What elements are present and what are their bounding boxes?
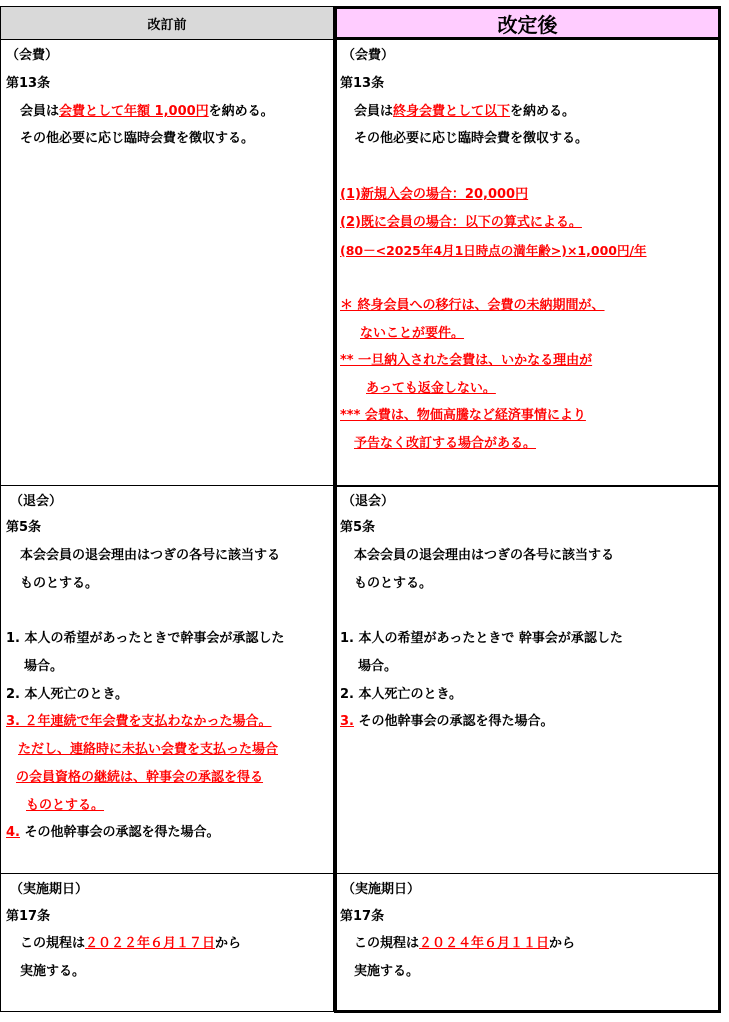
withdraw-after-section: （退会） <box>342 494 395 509</box>
fee-after-note1b: ないことが要件。 <box>360 326 465 341</box>
fee-after-line1-red: 終身会費として以下 <box>393 104 511 119</box>
withdraw-after-intro2: ものとする。 <box>354 576 433 591</box>
withdraw-before-item3d: ものとする。 <box>26 798 105 813</box>
withdraw-before-intro2: ものとする。 <box>20 576 99 591</box>
fee-after-rule3: (80－<2025年4月1日時点の満年齢>)×1,000円/年 <box>340 243 647 258</box>
withdraw-after-item3-num: 3. <box>340 714 354 729</box>
effective-after-date: ２０２４年６月１１日 <box>419 936 550 951</box>
header-before-label: 改訂前 <box>147 17 187 33</box>
withdraw-after-item1b: 場合。 <box>358 659 398 674</box>
fee-after-section: （会費） <box>342 48 395 63</box>
fee-after-rule2: (2)既に会員の場合：以下の算式による。 <box>340 215 582 230</box>
effective-after-line1 <box>354 936 575 952</box>
withdraw-before-item4-num: 4. <box>6 825 20 840</box>
fee-after-article: 第13条 <box>340 76 385 91</box>
withdraw-after-item3-text: その他幹事会の承認を得た場合。 <box>353 714 554 729</box>
effective-before-article: 第17条 <box>6 909 51 924</box>
withdraw-before-item3b: ただし、連絡時に未払い会費を支払った場合 <box>18 742 279 757</box>
effective-after-line1-b: から <box>549 936 576 951</box>
effective-before-line1 <box>20 936 241 952</box>
fee-before-section: （会費） <box>6 48 59 63</box>
effective-after-line2: 実施する。 <box>354 964 420 979</box>
effective-before-line1-b: から <box>215 936 242 951</box>
fee-after-line1-a: 会員は <box>354 104 394 119</box>
withdraw-after-cell <box>334 486 721 874</box>
withdraw-before-section: （退会） <box>10 494 63 509</box>
fee-after-note2a: ** 一旦納入された会費は、いかなる理由が <box>340 353 593 368</box>
withdraw-before-item2: 2. 本人死亡のとき。 <box>6 687 128 702</box>
withdraw-before-intro1: 本会会員の退会理由はつぎの各号に該当する <box>20 548 281 563</box>
withdraw-after-intro1: 本会会員の退会理由はつぎの各号に該当する <box>354 548 615 563</box>
effective-before-section: （実施期日） <box>10 882 89 897</box>
fee-after-note3b: 予告なく改訂する場合がある。 <box>354 436 537 451</box>
fee-after-line2: その他必要に応じ臨時会費を徴収する。 <box>354 131 589 146</box>
withdraw-after-item1a: 1. 本人の希望があったときで 幹事会が承認した <box>340 631 623 646</box>
effective-after-line1-a: この規程は <box>354 936 420 951</box>
withdraw-before-item3c: の会員資格の継続は、幹事会の承認を得る <box>16 770 264 785</box>
fee-after-rule1: (1)新規入会の場合：20,000円 <box>340 187 529 202</box>
effective-before-line1-a: この規程は <box>20 936 86 951</box>
withdraw-before-article: 第5条 <box>6 520 42 535</box>
fee-after-note3a: *** 会費は、物価高騰など経済事情により <box>340 408 586 423</box>
fee-before-line2: その他必要に応じ臨時会費を徴収する。 <box>20 131 255 146</box>
effective-after-section: （実施期日） <box>342 882 421 897</box>
fee-before-article: 第13条 <box>6 76 51 91</box>
withdraw-before-cell <box>0 486 334 874</box>
fee-after-line1-b: を納める。 <box>510 104 576 119</box>
withdraw-after-item3 <box>340 714 554 730</box>
withdraw-before-item1b: 場合。 <box>24 659 64 674</box>
withdraw-after-item2: 2. 本人死亡のとき。 <box>340 687 462 702</box>
effective-after-article: 第17条 <box>340 909 385 924</box>
fee-after-line1 <box>354 104 575 120</box>
table-bottom-border <box>334 1010 721 1013</box>
withdraw-before-item3: 3. ２年連続で年会費を支払わなかった場合。 <box>6 714 272 729</box>
effective-before-date: ２０２２年６月１７日 <box>85 936 216 951</box>
fee-before-line1 <box>20 104 274 120</box>
withdraw-before-item4 <box>6 825 220 841</box>
fee-before-line1-b: を納める。 <box>208 104 274 119</box>
header-before <box>0 6 334 40</box>
fee-after-note1a: ＊ 終身会員への移行は、会費の未納期間が、 <box>340 298 605 313</box>
withdraw-before-item1a: 1. 本人の希望があったときで幹事会が承認した <box>6 631 285 646</box>
withdraw-after-article: 第5条 <box>340 520 376 535</box>
withdraw-before-item4-text: その他幹事会の承認を得た場合。 <box>19 825 220 840</box>
fee-before-line1-a: 会員は <box>20 104 60 119</box>
header-after-label: 改定後 <box>497 12 558 37</box>
fee-after-note2b: あっても返金しない。 <box>366 381 496 396</box>
header-after <box>334 6 721 40</box>
effective-before-line2: 実施する。 <box>20 964 86 979</box>
fee-before-line1-red: 会費として年額 1,000円 <box>59 104 209 119</box>
